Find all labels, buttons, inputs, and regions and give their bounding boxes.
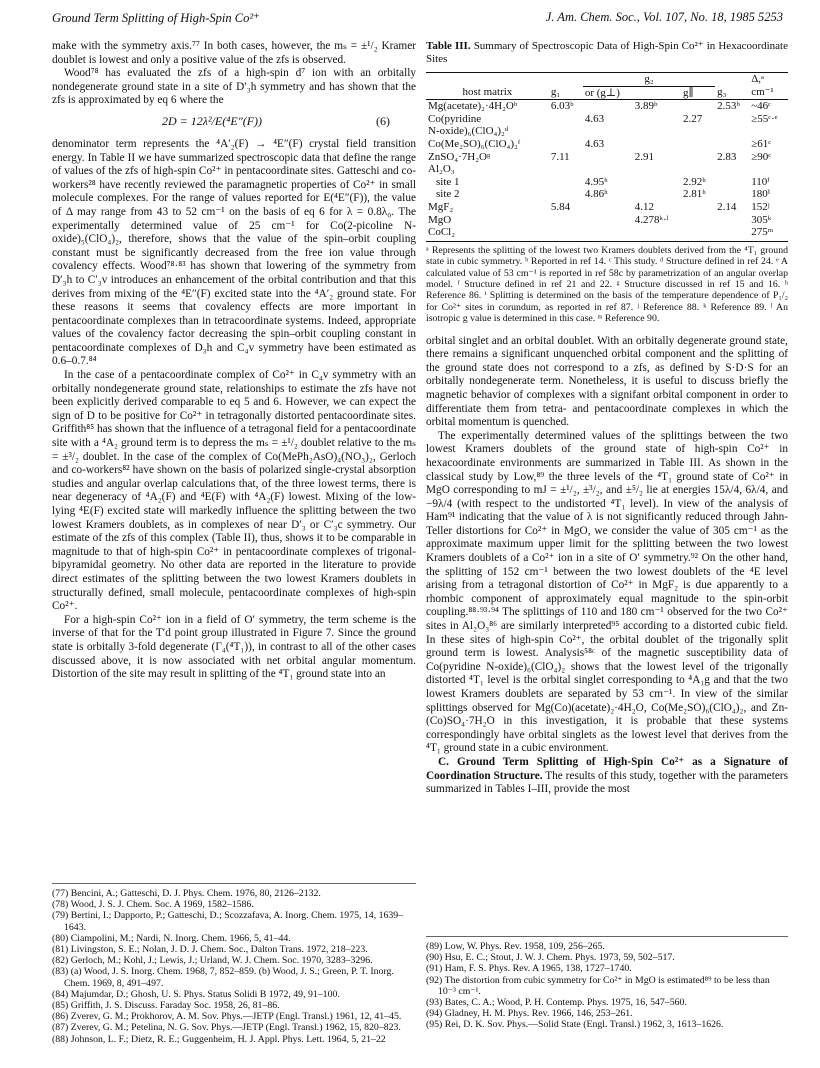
column-header	[633, 86, 681, 100]
value-cell: 2.91	[634, 150, 655, 163]
reference-item: (89) Low, W. Phys. Rev. 1958, 109, 256–265.	[426, 941, 605, 952]
reference-item: (87) Zverev, G. M.; Petelina, N. G. Sov. Phys.—JETP (Engl. Transl.) 1962, 15, 820–823.	[52, 1022, 401, 1034]
header-spacer	[549, 73, 583, 87]
value-cell: 4.95ʰ	[584, 175, 608, 188]
value-cell	[583, 151, 633, 164]
paragraph: orbital singlet and an orbital doublet. With an orbitally degenerate ground state, there remains a significant unquenched orbital component and the splitting of the ground state does not correspond to a zfs, as defined by S·D·S for an orbitally nondegenerate term. Nonetheless, it is useful to discuss briefly the magnetic behavior of complexes with a signifant orbital component in order to differentiate them from tetra- and pentacoordinate complexes in which the orbital momentum is quenched.	[426, 334, 788, 429]
value-cell	[633, 138, 681, 151]
value-cell	[633, 188, 681, 201]
reference-item: (80) Ciampolini, M.; Nardi, N. Inorg. Chem. 1966, 5, 41–44.	[52, 932, 291, 944]
value-cell	[681, 151, 715, 164]
value-cell: 4.63	[584, 137, 605, 150]
running-header-journal: J. Am. Chem. Soc., Vol. 107, No. 18, 1985 5253	[545, 10, 783, 24]
reference-list-right	[426, 936, 788, 1031]
host-matrix-cell: Al₂O₃	[428, 163, 455, 176]
value-cell: 180ⁱ	[751, 188, 770, 201]
paragraph: make with the symmetry axis.⁷⁷ In both cases, however, the mₛ = ±¹/₂ Kramer doublet is lowest and only a positive value of the zfs is observed.	[52, 40, 416, 66]
reference-item: (91) Ham, F. S. Phys. Rev. A 1965, 138, 1727–1740.	[426, 963, 632, 975]
value-cell	[633, 226, 681, 241]
left-column	[52, 40, 416, 682]
value-cell	[715, 188, 749, 201]
host-matrix-cell: Co(Me₂SO)₆(ClO₄)₂ᶠ	[428, 137, 521, 150]
paragraph: denominator term represents the ⁴A′₂(F) → ⁴E″(F) crystal field transition energy. In Table II we have summarized spectroscopic data that define the range of values of the zfs of high-spin Co²⁺ in pentacoordinate sites. Gatteschi and co-workers²⁸ have recently reviewed the paramagnetic properties of Co²⁺ in small molecule complexes. For the range of values reported for E(⁴E″(F)), the value of Δ may range from 43 to 52 cm⁻¹ on the basis of eq 6 for λ = 0.8λ₀. The experimentally determined value of 25 cm⁻¹ for Co(2-picoline N-oxide)₅(ClO₄)₂, therefore, shows that the value of the spin–orbit coupling constant must be significantly decreased from the free ion value through covalency effects. Wood⁷⁸·⁸³ has shown that lowering of the symmetry from D′₃h to C′₃v introduces an enhancement of the orbital contribution and that this derives from mixing of the ⁴E″(F) excited state into the ⁴A′₂ ground state. For these reasons it seems that covalency effects are more important in pentacoordinate complexes than in tetracoordinate systems. Indeed, appropriate values of the covalency factor decreasing the spin–orbit coupling constant in pentacoordinate complexes of D₃h and C₄v symmetry have been estimated as 0.6–0.7.⁸⁴	[52, 137, 416, 368]
paragraph: For a high-spin Co²⁺ ion in a field of O′ symmetry, the term scheme is the inverse of that for the T′d point group illustrated in Figure 7. Since the ground state is orbitally 3-fold degenerate (Γ₄(⁴T₁)), in contrast to all of the other cases discussed above, it is now associated with net orbital angular momentum. Distortion of the site may result in splitting of the ⁴T₁ ground state into an	[52, 613, 416, 681]
table-row	[426, 163, 788, 176]
value-cell	[681, 201, 715, 214]
value-cell: 152ʲ	[751, 200, 770, 213]
value-cell: 6.03ᵇ	[550, 100, 574, 113]
value-cell: ≥90ᶜ	[751, 150, 772, 163]
value-cell	[681, 125, 715, 138]
reference-item: (79) Bertini, I.; Dapporto, P.; Gatteschi, D.; Scozzafava, A. Inorg. Chem. 1975, 14, 1639–1643.	[52, 910, 404, 933]
table-subheader-row	[426, 86, 788, 100]
value-cell	[715, 163, 749, 176]
value-cell: 2.92ʰ	[682, 175, 706, 188]
reference-item: (78) Wood, J. S. J. Chem. Soc. A 1969, 1582–1586.	[52, 899, 254, 911]
value-cell	[633, 176, 681, 189]
delta-header: Δ,ᵃ	[749, 73, 788, 87]
paragraph: Wood⁷⁸ has evaluated the zfs of a high-spin d⁷ ion with an orbitally nondegenerate ground state in a site of D′₃h symmetry and has shown that the zfs is approximated by eq 6 where the	[52, 67, 416, 107]
section-heading: C. Ground Term Splitting of High-Spin Co²⁺ as a Signature of Coordination Structure.	[426, 755, 788, 782]
table-caption-label: Table III.	[426, 40, 471, 52]
table-row	[426, 113, 788, 126]
reference-item: (95) Rei, D. K. Sov. Phys.—Solid State (Engl. Transl.) 1962, 3, 1613–1626.	[426, 1019, 724, 1031]
table-row	[426, 138, 788, 151]
host-matrix-cell: MgO	[428, 213, 452, 226]
value-cell	[633, 125, 681, 138]
value-cell	[715, 113, 749, 126]
value-cell	[715, 226, 749, 241]
value-cell: 4.86ʰ	[584, 188, 608, 201]
g2-group-header: g₂	[583, 73, 715, 87]
value-cell	[549, 226, 583, 241]
equation-formula: 2D = 12λ²/E(⁴E″(F))	[162, 113, 263, 128]
value-cell	[715, 125, 749, 138]
host-matrix-cell: N-oxide)₆(ClO₄)₂ᵈ	[428, 125, 509, 138]
reference-item: (81) Livingston, S. E.; Nolan, J. D. J. Chem. Soc., Dalton Trans. 1972, 218–223.	[52, 944, 368, 956]
table-caption	[426, 40, 788, 66]
value-cell	[549, 188, 583, 201]
header-spacer	[715, 73, 749, 87]
value-cell	[549, 113, 583, 126]
value-cell: 2.81ʰ	[682, 188, 706, 201]
value-cell	[583, 226, 633, 241]
value-cell	[715, 138, 749, 151]
value-cell	[681, 138, 715, 151]
table-row	[426, 100, 788, 113]
table-caption-text: Summary of Spectroscopic Data of High-Spin Co²⁺ in Hexacoordinate Sites	[426, 40, 788, 65]
value-cell: 2.27	[682, 112, 703, 125]
column-header: g∥	[681, 86, 715, 100]
table-row	[426, 201, 788, 214]
host-matrix-cell: ZnSO₄·7H₂Oᵍ	[428, 150, 491, 163]
host-matrix-cell: MgF₂	[428, 200, 454, 213]
value-cell: ≥61ᶜ	[751, 137, 772, 150]
value-cell	[583, 214, 633, 227]
value-cell: 2.83	[717, 150, 737, 163]
value-cell: 4.12	[634, 200, 655, 213]
table-header-row	[426, 73, 788, 87]
reference-item: (88) Johnson, L. F.; Dietz, R. E.; Guggenheim, H. J. Appl. Phys. Lett. 1964, 5, 21–22	[52, 1033, 386, 1045]
table-footnotes: ᵃ Represents the splitting of the lowest two Kramers doublets derived from the ⁴T₁ ground state in cubic symmetry. ᵇ Reported in ref 14. ᶜ This study. ᵈ Structure defined in ref 24. ᵉ A calculated value of 53 cm⁻¹ is reported in ref 58c by parametrization of an angular overlap model. ᶠ Structure defined in ref 21 and 22. ᵍ Structure discussed in ref 15 and 16. ʰ Reference 86. ⁱ Splitting is determined on the basis of the temperature dependence of P₁/₂ for Co²⁺ sites in corundum, as reported in ref 87. ʲ Reference 88. ᵏ Reference 89. ˡ An isotropic g value is determined in this case. ᵐ Reference 90.	[426, 244, 788, 325]
reference-item: (85) Griffith, J. S. Discuss. Faraday Soc. 1958, 26, 81–86.	[52, 1000, 280, 1012]
value-cell	[681, 100, 715, 113]
equation-6	[52, 108, 416, 138]
section-text: The results of this study, together with the parameters summarized in Tables I–III, provide the most	[426, 769, 789, 796]
value-cell	[583, 163, 633, 176]
table-row	[426, 125, 788, 138]
value-cell	[681, 226, 715, 241]
host-matrix-cell: site 1	[436, 175, 460, 188]
value-cell	[749, 125, 788, 138]
reference-item: (94) Gladney, H. M. Phys. Rev. 1966, 146, 253–261.	[426, 1008, 633, 1020]
value-cell: 275ᵐ	[749, 226, 788, 241]
host-matrix-cell: Mg(acetate)₂·4H₂Oᵇ	[428, 100, 518, 113]
value-cell	[749, 163, 788, 176]
value-cell	[583, 100, 633, 113]
reference-item: (84) Majumdar, D.; Ghosh, U. S. Phys. Status Solidi B 1972, 49, 91–100.	[52, 988, 340, 1000]
value-cell	[681, 214, 715, 227]
host-matrix-cell: CoCl₂	[426, 226, 549, 241]
column-header: cm⁻¹	[749, 86, 788, 100]
equation-number: (6)	[376, 113, 390, 128]
column-header: or (g⊥)	[583, 86, 633, 100]
reference-item: (93) Bates, C. A.; Wood, P. H. Contemp. Phys. 1975, 16, 547–560.	[426, 997, 687, 1009]
value-cell	[549, 163, 583, 176]
spectroscopic-data-table	[426, 72, 788, 242]
value-cell	[633, 113, 681, 126]
value-cell: ≥55ᶜ·ᵉ	[751, 112, 778, 125]
table-row	[426, 226, 788, 241]
host-matrix-cell: Co(pyridine	[428, 112, 482, 125]
value-cell: 4.278ᵏ·ˡ	[634, 213, 669, 226]
value-cell: 5.84	[550, 200, 571, 213]
value-cell: 305ᵏ	[751, 213, 772, 226]
section-paragraph	[426, 756, 788, 797]
value-cell: 110ⁱ	[751, 175, 770, 188]
value-cell: ~46ᶜ	[751, 100, 771, 113]
value-cell: 2.53ᵇ	[717, 100, 740, 113]
table-row	[426, 188, 788, 201]
reference-item: (90) Hsu, E. C.; Stout, J. W. J. Chem. Phys. 1973, 59, 502–517.	[426, 952, 675, 964]
right-column-body	[426, 335, 788, 797]
reference-item: (77) Bencini, A.; Gatteschi, D. J. Phys. Chem. 1976, 80, 2126–2132.	[52, 888, 321, 899]
value-cell: 3.89ᵇ	[634, 100, 658, 113]
value-cell: 7.11	[550, 150, 570, 163]
value-cell: 2.14	[717, 200, 737, 213]
reference-list-left	[52, 883, 416, 1045]
reference-item: (92) The distortion from cubic symmetry for Co²⁺ in MgO is estimated⁸⁹ to be less than 10⁻³ cm⁻¹.	[426, 974, 770, 997]
value-cell	[549, 176, 583, 189]
value-cell	[549, 214, 583, 227]
paragraph: The experimentally determined values of the splittings between the two lowest Kramers doublets of the ground state of high-spin Co²⁺ in hexacoordinate environments are summarized in Table III. As shown in the classical study by Low,⁸⁹ the three levels of the ⁴T₁ ground state of Co²⁺ in MgO corresponding to mJ = ±¹/₂, ±³/₂, and ±⁵/₂ lie at energies 15λ/4, 6λ/4, and −9λ/4 (with respect to the undistorted ⁴T₁ level). In view of the analysis of Ham⁹¹ indicating that the value of λ is not significantly reduced through Jahn-Teller distortions for Co²⁺ in MgO, we consider the value of 305 cm⁻¹ as the approximate maximum upper limit for the splitting between the two lowest Kramers doublets of a Co²⁺ ion in a site of O′ symmetry.⁹² On the other hand, the splitting of 152 cm⁻¹ between the two lowest doublets of the ⁴E level arising from a tetragonal distortion of Co²⁺ in MgF₂ is due apparently to a rhombic component of approximately equal magnitude to the spin-orbit coupling.⁸⁸·⁹³·⁹⁴ The splittings of 110 and 180 cm⁻¹ observed for the two Co²⁺ sites in Al₂O₃⁸⁶ are similarly interpreted⁹⁵ according to a distorted cubic field. In these sites of high-spin Co²⁺, the orbital doublet of the trigonally split ground term is lowest. Analysis⁵⁸ᶜ of the magnetic susceptibility data of Co(pyridine N-oxide)₆(ClO₄)₂ shows that the lowest level of the trigonally distorted ⁴T₁ level is the orbital singlet corresponding to ⁴A₁g and that the two lowest Kramers doublets are separated by 53 cm⁻¹. In view of the similar splittings observed for Mg(Co)(acetate)₂·4H₂O, Co(Me₂SO)₆(ClO₄)₂, and Zn-(Co)SO₄·7H₂O in this investigation, it is probable that these systems correspondingly have orbital singlets as the lowest level that derives from the ⁴T₁ ground state in a cubic environment.	[426, 429, 788, 755]
value-cell	[583, 125, 633, 138]
table-row	[426, 214, 788, 227]
value-cell	[681, 163, 715, 176]
value-cell	[715, 214, 749, 227]
host-matrix-cell: site 2	[436, 188, 460, 201]
value-cell	[583, 201, 633, 214]
paragraph: In the case of a pentacoordinate complex of Co²⁺ in C₄v symmetry with an orbitally nondegenerate ground state, relationships to estimate the zfs have not been explicitly derived comparable to eq 5 and 6. However, we can expect the sign of D to be positive for Co²⁺ in tetragonally distorted pentacoordinate sites. Griffith⁸⁵ has shown that the influence of a tetragonal field for a pentacoordinate site with a ⁴A₂ ground term is to depress the mₛ = ±¹/₂ doublet relative to the mₛ = ±³/₂ doublet. In the case of the complex of Co(MePh₂AsO)₄(NO₃)₂, Gerloch and co-workers⁸² have shown on the basis of polarized single-crystal absorption studies and angular overlap calculations that, of the three lowest terms, there is near degeneracy of ⁴A₂(F) and ⁴E(F) with ⁴A₂(F) lowest. Mixing of the low-lying ⁴E(F) excited state will markedly influence the splitting between the two lowest Kramers doublets, as in complexes of near D′₃ or C′₃c symmetry. Our estimate of the zfs of this complex (Table II), thus, shows it to be comparable in magnitude to that of high-spin Co²⁺ in pentacoordinate complexes of trigonal-bipyramidal geometry. No other data are reported in the literature to provide direct estimates of the splitting between the two lowest Kramers doublets in structurally defined, small molecule, pentacoordinate complexes of high-spin Co²⁺.	[52, 369, 417, 613]
value-cell	[549, 125, 583, 138]
column-header: g₃	[715, 86, 749, 100]
table-row	[426, 151, 788, 164]
reference-item: (86) Zverev, G. M.; Prokhorov, A. M. Sov. Phys.—JETP (Engl. Transl.) 1961, 12, 41–45.	[52, 1011, 402, 1023]
value-cell	[633, 163, 681, 176]
reference-item: (82) Gerloch, M.; Kohl, J.; Lewis, J.; Urland, W. J. Chem. Soc. 1970, 3283–3296.	[52, 955, 373, 967]
column-header: host matrix	[426, 86, 549, 100]
running-header-title: Ground Term Splitting of High-Spin Co²⁺	[52, 11, 260, 25]
value-cell: 4.63	[584, 112, 605, 125]
value-cell	[549, 138, 583, 151]
right-column	[426, 40, 788, 797]
column-header: g₁	[549, 86, 583, 100]
header-spacer	[426, 73, 549, 87]
reference-item: (83) (a) Wood, J. S. Inorg. Chem. 1968, 7, 852–859. (b) Wood, J. S.; Green, P. T. Inorg. Chem. 1969, 8, 491–497.	[52, 966, 394, 989]
table-row	[426, 176, 788, 189]
value-cell	[715, 176, 749, 189]
